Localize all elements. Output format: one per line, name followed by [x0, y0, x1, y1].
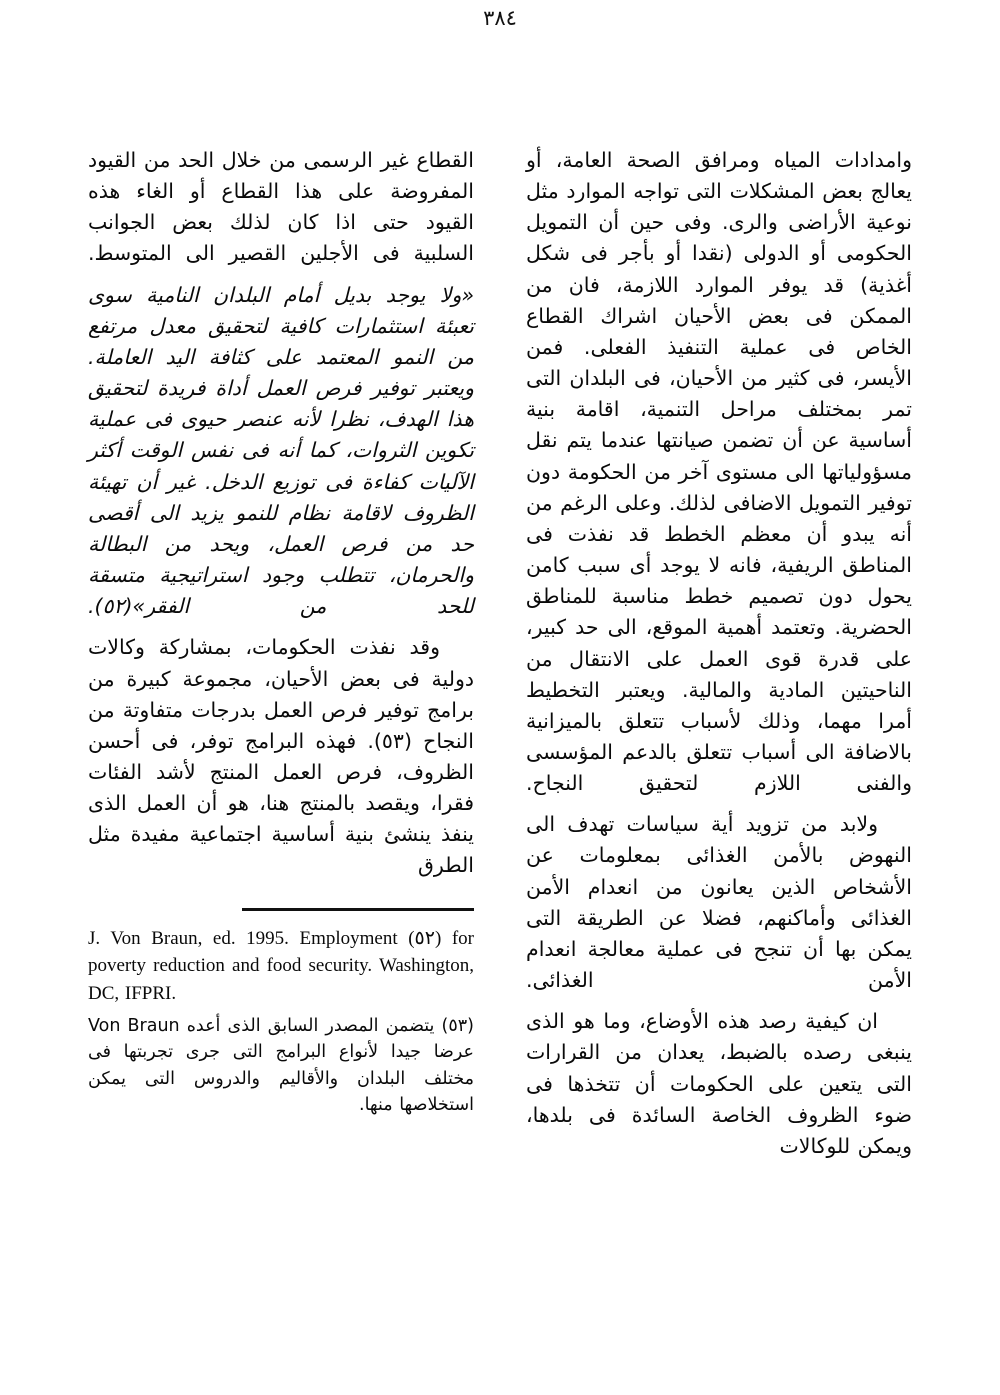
footnote-separator	[242, 908, 474, 911]
page-number: ٣٨٤	[483, 6, 517, 30]
footnotes	[88, 925, 474, 1119]
paragraph: ان كيفية رصد هذه الأوضاع، وما هو الذى ينبغى رصده بالضبط، يعدان من القرارات التى يتعين على الحكومات أن تتخذها فى ضوء الظروف الخاصة السائدة فى بلدها، ويمكن للوكالات	[526, 1009, 912, 1158]
paragraph-gap	[88, 622, 474, 632]
right-column	[88, 145, 474, 1375]
paragraph: وامدادات المياه ومرافق الصحة العامة، أو يعالج بعض المشكلات التى تواجه الموارد مثل نوعية الأراضى والرى. وفى حين أن التمويل الحكومى أو الدولى (نقدا أو بأجر فى شكل أغذية) قد يوفر الموارد اللازمة، فان من الممكن فى بعض الأحيان اشراك القطاع الخاص فى عملية التنفيذ الفعلى. فمن الأيسر، فى كثير من الأحيان، فى البلدان التى تمر بمختلف مراحل التنمية، اقامة بنية أساسية عن أن تضمن صيانتها عندما يتم نقل مسؤولياتها الى مستوى آخر من الحكومة دون توفير التمويل الاضافى لذلك. وعلى الرغم من أنه يبدو أن معظم الخطط قد نفذت فى المناطق الريفية، فانه لا يوجد أى سبب كامن يحول دون تصميم خطط مناسبة للمناطق الحضرية. وتعتمد أهمية الموقع، الى حد كبير، على قدرة قوى العمل على الانتقال من الناحيتين المادية والمالية. ويعتبر التخطيط أمرا مهما، وذلك لأسباب تتعلق بالميزانية بالاضافة الى أسباب تتعلق بالدعم المؤسسى والفنى اللازم لتحقيق النجاح.	[526, 148, 912, 796]
block-quote: «ولا يوجد بديل أمام البلدان النامية سوى تعبئة استثمارات كافية لتحقيق معدل مرتفع من النمو المعتمد على كثافة اليد العاملة. ويعتبر توفير فرص العمل أداة فريدة لتحقيق هذا الهدف، نظرا لأنه عنصر حيوى فى عملية تكوين الثروات، كما أنه فى نفس الوقت أكثر الآليات كفاءة فى توزيع الدخل. غير أن تهيئة الظروف لاقامة نظام للنمو يزيد الى أقصى حد من فرص العمل، ويحد من البطالة والحرمان، تتطلب وجود استراتيجية متسقة للحد من الفقر»(٥٢).	[88, 282, 474, 619]
paragraph-gap	[526, 996, 912, 1006]
left-column	[526, 145, 912, 1375]
paragraph-gap	[88, 270, 474, 280]
paragraph: القطاع غير الرسمى من خلال الحد من القيود المفروضة على هذا القطاع أو الغاء هذه القيود حتى اذا كان لذلك بعض الجوانب السلبية فى الأجلين القصير الى المتوسط.	[88, 148, 474, 266]
paragraph: ولابد من تزويد أية سياسات تهدف الى النهوض بالأمن الغذائى بمعلومات عن الأشخاص الذين يعانون من انعدام الأمن الغذائى وأماكنهم، فضلا عن الطريقة التى يمكن بها أن تنجح فى عملية معالجة انعدام الأمن الغذائى.	[526, 812, 912, 993]
footnote-52: J. Von Braun, ed. 1995. Employment (٥٢) for poverty reduction and food security. Washington, DC, IFPRI.	[88, 927, 475, 1004]
paragraph-gap	[526, 799, 912, 809]
footnote-53: (٥٣) يتضمن المصدر السابق الذى أعده Von Braun عرضا جيدا لأنواع البرامج التى جرى تجربتها فى مختلف البلدان والأقاليم والدروس التى يمكن استخلاصها منها.	[88, 1016, 474, 1115]
paragraph: وقد نفذت الحكومات، بمشاركة وكالات دولية فى بعض الأحيان، مجموعة كبيرة من برامج توفير فرص العمل بدرجات متفاوتة من النجاح (٥٣). فهذه البرامج توفر، فى أحسن الظروف، فرص العمل المنتج لأشد الفئات فقرا، ويقصد بالمنتج هنا، هو أن العمل الذى ينفذ ينشئ بنية أساسية اجتماعية مفيدة مثل الطرق	[88, 635, 474, 878]
two-column-body	[88, 145, 912, 1375]
